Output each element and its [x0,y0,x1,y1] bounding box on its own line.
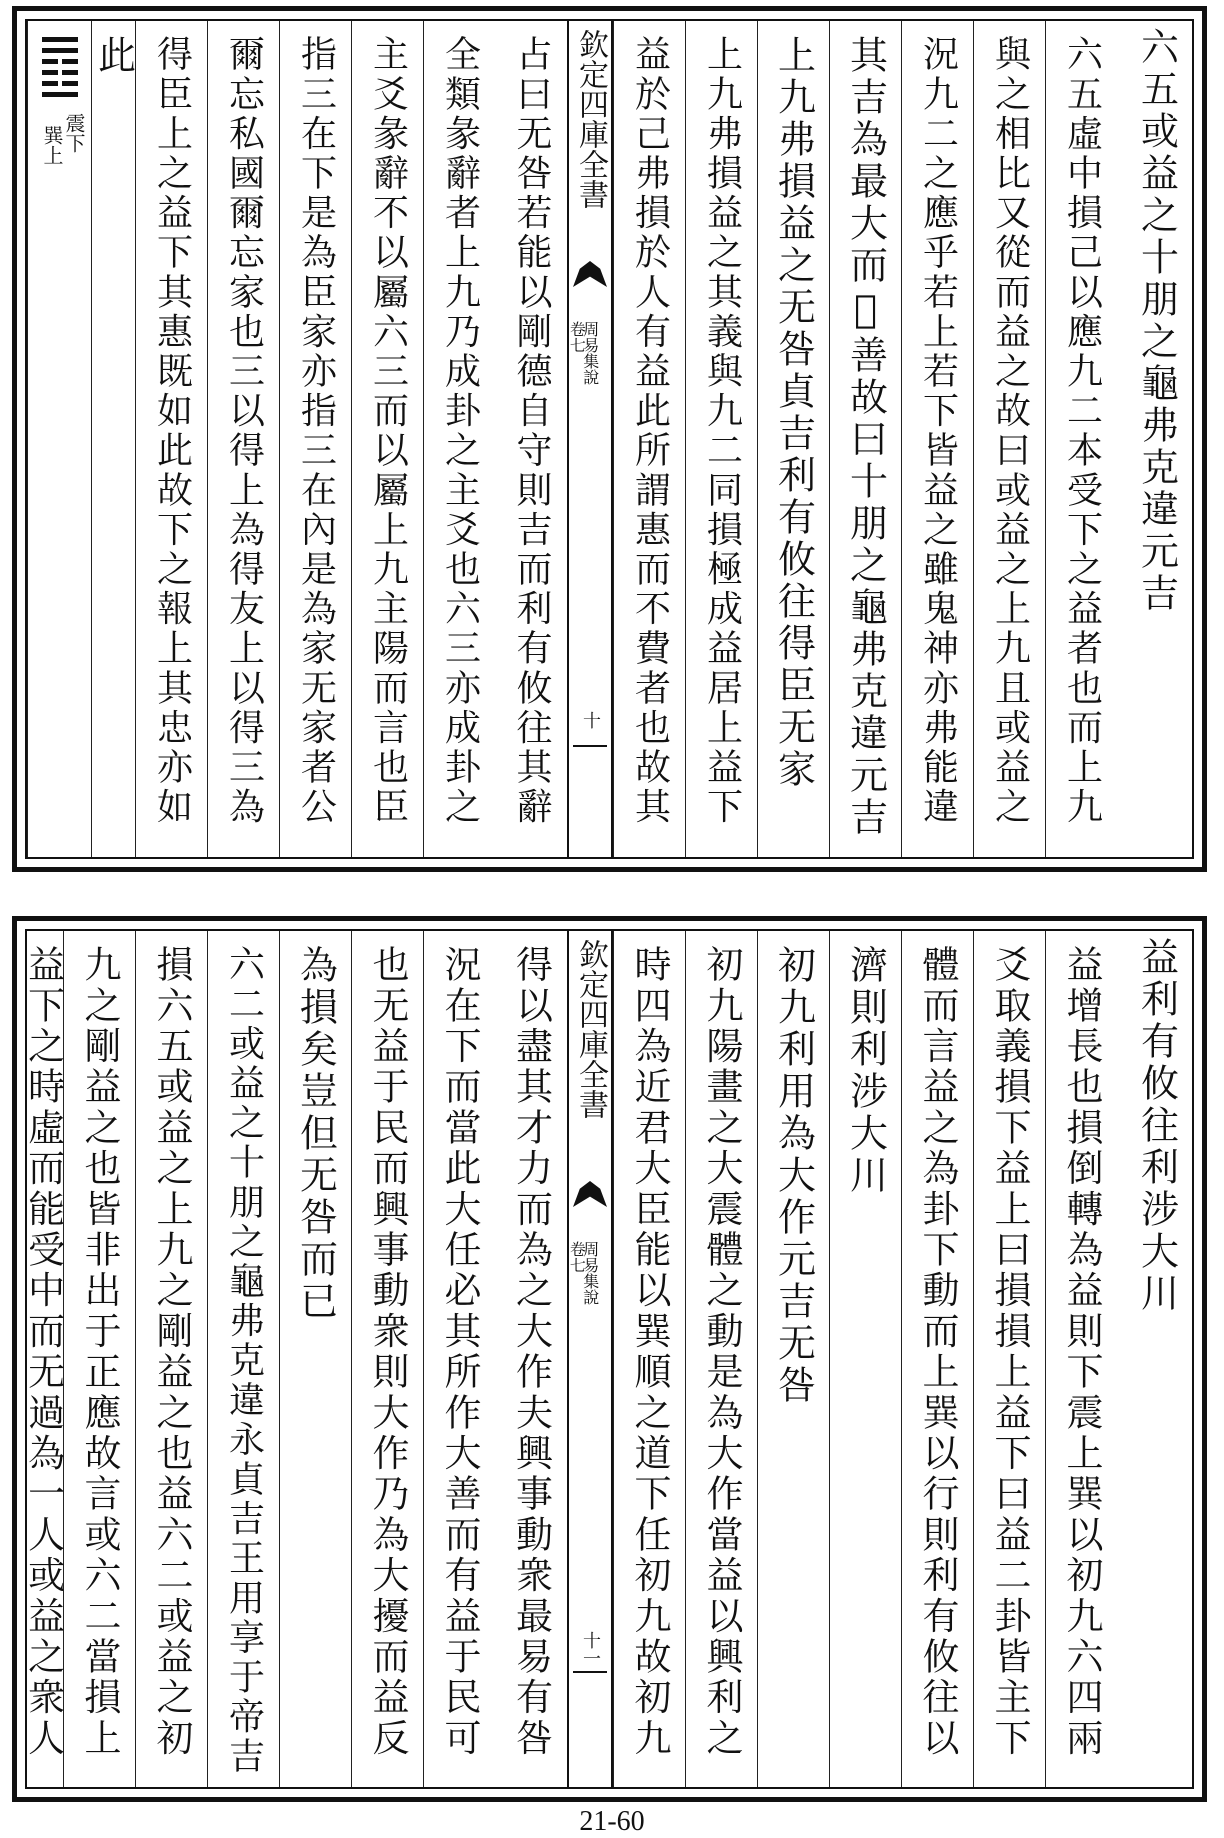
book-title: 周易集說 [580,321,600,385]
text-column [829,21,901,857]
folio-number: 十 [580,711,601,729]
text-column [901,21,973,857]
fish-tail-mark [573,1181,607,1207]
text-column [351,21,423,857]
text-column [613,21,685,857]
column-text: 爻取義損下益上曰損損上益下曰益二卦皆主下 [988,945,1031,1759]
library-title: 欽定四庫全書 [573,939,608,1119]
spine-rule [573,1671,607,1673]
column-text: 得以盡其才力而為之大作夫興事動衆最易有咎 [509,945,553,1759]
column-text: 體而言益之為卦下動而上巽以行則利有攸往以 [916,945,959,1759]
text-column [901,931,973,1787]
text-column [1117,21,1196,857]
text-column [1117,931,1196,1787]
bottom-page-frame [21,929,1194,1789]
library-title: 欽定四庫全書 [573,29,608,209]
top-page [12,6,1207,872]
column-text: 九之剛益之也皆非出于正應故言或六二當損上 [78,945,121,1759]
text-column [685,931,757,1787]
text-column [1045,931,1117,1787]
text-column [279,931,351,1787]
column-text: 為損矣豈但无咎而已 [293,945,338,1323]
column-text: 全類彖辭者上九乃成卦之主爻也六三亦成卦之 [439,35,481,827]
hexagram-lower-label: 震下 [62,113,86,153]
text-column [973,21,1045,857]
text-column [351,931,423,1787]
volume-label: 卷七 [567,321,587,353]
column-text: 初九利用為大作元吉无咎 [771,945,816,1407]
column-text: 況九二之應乎若上若下皆益之雖鬼神亦弗能違 [917,35,959,827]
column-text: 況在下而當此大任必其所作大善而有益于民可 [438,945,481,1759]
column-text: 時四為近君大臣能以巽順之道下任初九故初九 [628,945,671,1759]
volume-label: 卷七 [567,1241,587,1273]
text-column [757,21,829,857]
text-column [613,931,685,1787]
text-column [135,21,207,857]
column-text: 也无益于民而興事動衆則大作乃為大擾而益反 [366,945,409,1759]
text-column [0,931,63,1787]
column-text: 益利有攸往利涉大川 [1134,937,1179,1315]
text-column [279,21,351,857]
hexagram-upper-label: 巽上 [40,125,64,165]
text-column [207,931,279,1787]
column-text: 六五虛中損己以應九二本受下之益者也而上九 [1061,35,1103,827]
center-spine [567,931,613,1787]
top-page-frame [25,19,1194,859]
text-column [207,21,279,857]
text-column [495,931,567,1787]
book-title: 周易集說 [580,1241,600,1305]
column-text: 六二或益之十朋之龜弗克違永貞吉王用享于帝吉 [223,945,265,1777]
column-text: 占曰无咎若能以剛德自守則吉而利有攸往其辭 [511,35,552,827]
yi-hexagram-icon [42,37,78,103]
column-text: 上九弗損益之无咎貞吉利有攸往得臣无家 [771,35,816,791]
column-text: 益下之時虛而能受中而无過為一人或益之衆人 [21,945,65,1759]
text-column [135,931,207,1787]
text-column [1045,21,1117,857]
column-text: 益於己弗損於人有益此所謂惠而不費者也故其 [629,35,671,827]
column-text: 爾忘私國爾忘家也三以得上為得友上以得三為 [223,35,265,827]
folio-number: 十一 [580,1631,601,1667]
text-column [495,21,567,857]
text-column [829,931,901,1787]
column-text: 六五或益之十朋之龜弗克違元吉 [1134,27,1179,615]
text-column [91,21,135,857]
text-column [423,931,495,1787]
column-text: 損六五或益之上九之剛益之也益六二或益之初 [150,945,193,1759]
column-text: 濟則利涉大川 [843,945,888,1197]
bottom-page [12,916,1207,1802]
column-text: 益增長也損倒轉為益則下震上巽以初九六四兩 [1060,945,1103,1759]
column-text: 其吉為最大而𥪡善故曰十朋之龜弗克違元吉 [843,35,888,839]
column-text: 指三在下是為臣家亦指三在內是為家无家者公 [295,35,337,827]
spine-rule [573,745,607,747]
hexagram-column [27,21,91,857]
text-column [63,931,135,1787]
text-column [685,21,757,857]
column-text: 主爻彖辭不以屬六三而以屬上九主陽而言也臣 [367,35,409,827]
text-column [973,931,1045,1787]
column-text: 此 [91,35,136,77]
column-text: 初九陽畫之大震體之動是為大作當益以興利之 [700,945,743,1759]
column-text: 得臣上之益下其惠既如此故下之報上其忠亦如 [151,35,193,827]
fish-tail-mark [573,261,607,287]
page-number: 21-60 [579,1806,645,1837]
text-column [423,21,495,857]
column-text: 與之相比又從而益之故曰或益之上九且或益之 [989,35,1031,827]
text-column [757,931,829,1787]
column-text: 上九弗損益之其義與九二同損極成益居上益下 [701,35,743,827]
center-spine [567,21,613,857]
